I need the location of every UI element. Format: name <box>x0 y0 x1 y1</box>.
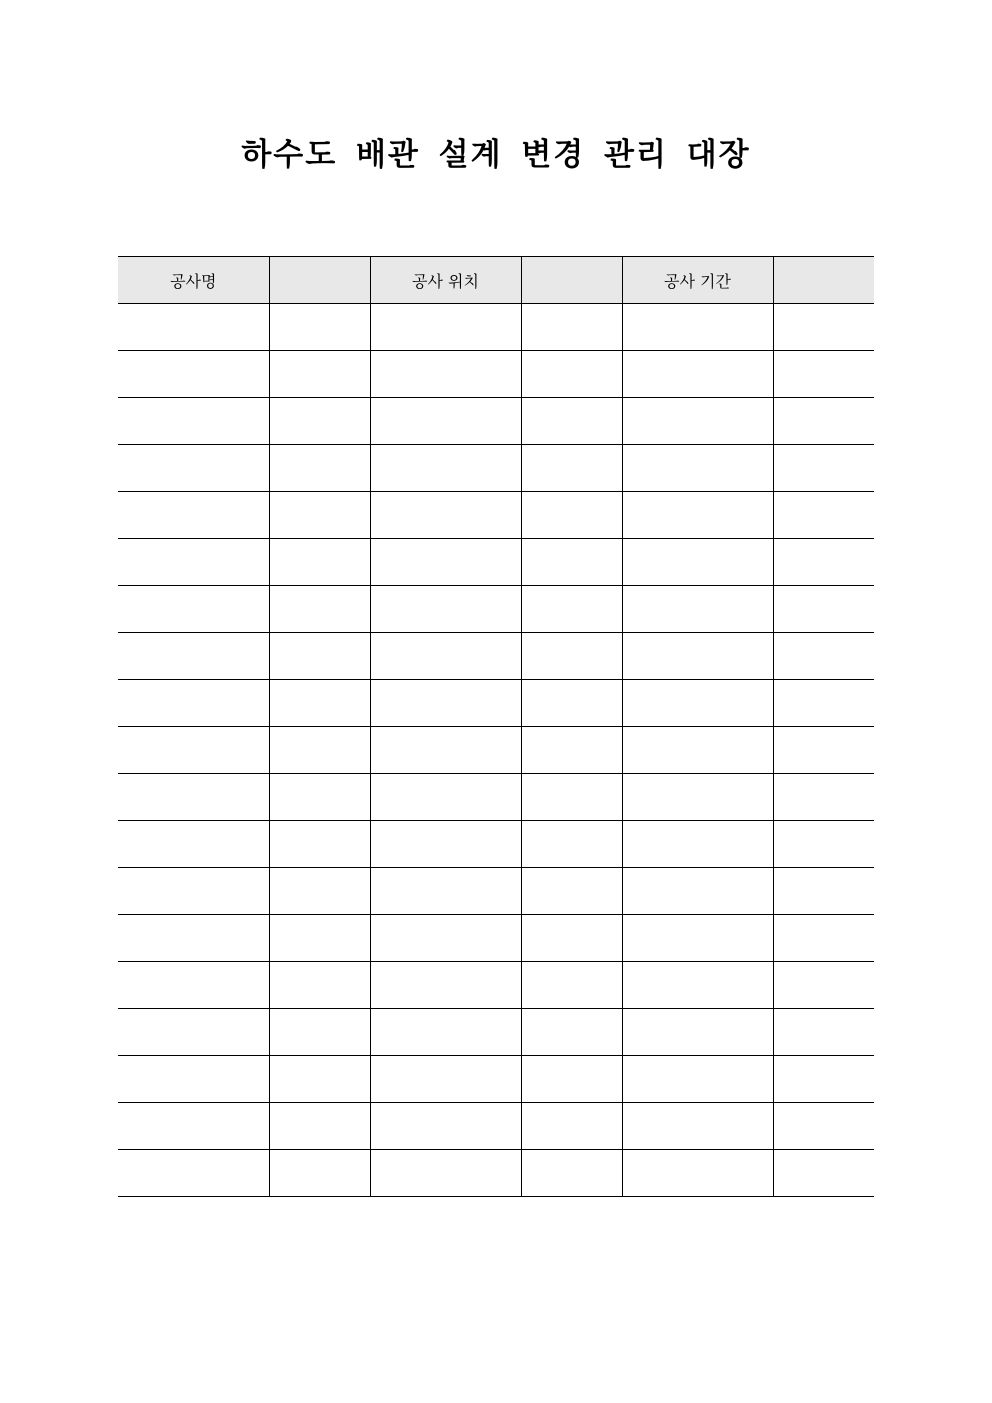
table-cell[interactable] <box>269 633 370 680</box>
table-cell[interactable] <box>521 351 622 398</box>
table-cell[interactable] <box>622 539 773 586</box>
table-cell[interactable] <box>773 680 874 727</box>
table-cell[interactable] <box>370 398 521 445</box>
table-row <box>118 1103 874 1150</box>
table-cell[interactable] <box>521 680 622 727</box>
table-cell[interactable] <box>521 633 622 680</box>
table-cell[interactable] <box>118 1150 269 1197</box>
table-cell[interactable] <box>521 1056 622 1103</box>
table-cell[interactable] <box>118 539 269 586</box>
table-cell[interactable] <box>269 1103 370 1150</box>
table-cell[interactable] <box>269 351 370 398</box>
table-row <box>118 1009 874 1056</box>
table-cell[interactable] <box>118 304 269 351</box>
table-cell[interactable] <box>622 304 773 351</box>
table-cell[interactable] <box>370 774 521 821</box>
table-cell[interactable] <box>118 821 269 868</box>
table-cell[interactable] <box>622 633 773 680</box>
table-cell[interactable] <box>370 351 521 398</box>
table-cell[interactable] <box>370 445 521 492</box>
table-cell[interactable] <box>773 492 874 539</box>
table-row <box>118 398 874 445</box>
table-cell[interactable] <box>370 633 521 680</box>
table-cell[interactable] <box>370 304 521 351</box>
table-row <box>118 351 874 398</box>
table-row <box>118 962 874 1009</box>
table-cell[interactable] <box>370 1103 521 1150</box>
table-cell[interactable] <box>773 445 874 492</box>
table-cell[interactable] <box>622 1009 773 1056</box>
table-cell[interactable] <box>622 774 773 821</box>
table-cell[interactable] <box>622 821 773 868</box>
table-cell[interactable] <box>118 962 269 1009</box>
table-row <box>118 586 874 633</box>
table-cell[interactable] <box>370 915 521 962</box>
table-cell[interactable] <box>773 868 874 915</box>
table-cell[interactable] <box>269 304 370 351</box>
table-cell[interactable] <box>622 351 773 398</box>
change-ledger-table <box>118 256 874 1197</box>
table-cell[interactable] <box>773 1009 874 1056</box>
table-cell[interactable] <box>773 304 874 351</box>
table-cell[interactable] <box>622 445 773 492</box>
table-row <box>118 304 874 351</box>
table-cell[interactable] <box>622 680 773 727</box>
table-cell[interactable] <box>521 1150 622 1197</box>
table-cell[interactable] <box>370 539 521 586</box>
table-cell[interactable] <box>521 727 622 774</box>
table-cell[interactable] <box>118 1103 269 1150</box>
table-cell[interactable] <box>773 774 874 821</box>
ledger-body <box>118 304 874 1197</box>
table-cell[interactable] <box>118 492 269 539</box>
table-cell[interactable] <box>622 868 773 915</box>
table-cell[interactable] <box>269 445 370 492</box>
table-cell[interactable] <box>622 398 773 445</box>
table-cell[interactable] <box>269 1150 370 1197</box>
table-cell[interactable] <box>773 633 874 680</box>
table-cell[interactable] <box>118 351 269 398</box>
table-cell[interactable] <box>370 1056 521 1103</box>
table-cell[interactable] <box>773 1056 874 1103</box>
table-cell[interactable] <box>622 962 773 1009</box>
table-cell[interactable] <box>269 868 370 915</box>
table-cell[interactable] <box>370 821 521 868</box>
table-row <box>118 445 874 492</box>
table-cell[interactable] <box>773 1150 874 1197</box>
table-cell[interactable] <box>370 868 521 915</box>
table-cell[interactable] <box>269 539 370 586</box>
table-cell[interactable] <box>370 586 521 633</box>
table-cell[interactable] <box>269 680 370 727</box>
table-cell[interactable] <box>773 915 874 962</box>
table-cell[interactable] <box>521 398 622 445</box>
table-cell[interactable] <box>118 868 269 915</box>
table-cell[interactable] <box>773 962 874 1009</box>
location-label: 공사 위치 <box>370 257 521 304</box>
table-cell[interactable] <box>622 915 773 962</box>
table-cell[interactable] <box>118 680 269 727</box>
table-cell[interactable] <box>521 445 622 492</box>
table-cell[interactable] <box>521 962 622 1009</box>
table-row <box>118 633 874 680</box>
table-cell[interactable] <box>118 398 269 445</box>
table-cell[interactable] <box>118 727 269 774</box>
table-cell[interactable] <box>269 774 370 821</box>
location-value-cell[interactable] <box>521 257 622 304</box>
table-cell[interactable] <box>269 586 370 633</box>
table-row <box>118 680 874 727</box>
table-cell[interactable] <box>622 727 773 774</box>
table-cell[interactable] <box>370 680 521 727</box>
table-cell[interactable] <box>622 1103 773 1150</box>
table-cell[interactable] <box>118 1056 269 1103</box>
table-cell[interactable] <box>622 492 773 539</box>
table-cell[interactable] <box>370 1009 521 1056</box>
table-row <box>118 915 874 962</box>
table-cell[interactable] <box>521 539 622 586</box>
table-row <box>118 492 874 539</box>
table-cell[interactable] <box>521 1103 622 1150</box>
table-cell[interactable] <box>370 727 521 774</box>
table-cell[interactable] <box>269 1009 370 1056</box>
table-cell[interactable] <box>118 633 269 680</box>
period-value-cell[interactable] <box>773 257 874 304</box>
table-cell[interactable] <box>269 915 370 962</box>
table-cell[interactable] <box>773 821 874 868</box>
header-row <box>118 257 874 304</box>
table-cell[interactable] <box>773 398 874 445</box>
table-cell[interactable] <box>521 821 622 868</box>
table-cell[interactable] <box>370 1150 521 1197</box>
table-cell[interactable] <box>622 586 773 633</box>
table-cell[interactable] <box>773 1103 874 1150</box>
table-cell[interactable] <box>269 1056 370 1103</box>
table-cell[interactable] <box>773 727 874 774</box>
table-cell[interactable] <box>622 1150 773 1197</box>
table-row <box>118 774 874 821</box>
table-cell[interactable] <box>521 304 622 351</box>
project-name-label: 공사명 <box>118 257 269 304</box>
table-cell[interactable] <box>118 586 269 633</box>
table-cell[interactable] <box>773 351 874 398</box>
table-cell[interactable] <box>118 1009 269 1056</box>
table-cell[interactable] <box>521 868 622 915</box>
document-title: 하수도 배관 설계 변경 관리 대장 <box>241 137 751 173</box>
table-cell[interactable] <box>269 398 370 445</box>
table-row <box>118 539 874 586</box>
table-row <box>118 727 874 774</box>
table-cell[interactable] <box>118 915 269 962</box>
project-name-value-cell[interactable] <box>269 257 370 304</box>
period-label: 공사 기간 <box>622 257 773 304</box>
table-cell[interactable] <box>521 915 622 962</box>
table-cell[interactable] <box>521 492 622 539</box>
table-cell[interactable] <box>622 1056 773 1103</box>
table-cell[interactable] <box>521 1009 622 1056</box>
table-cell[interactable] <box>269 727 370 774</box>
table-cell[interactable] <box>521 586 622 633</box>
table-cell[interactable] <box>269 821 370 868</box>
table-cell[interactable] <box>521 774 622 821</box>
table-cell[interactable] <box>269 492 370 539</box>
table-cell[interactable] <box>773 586 874 633</box>
table-row <box>118 1150 874 1197</box>
table-row <box>118 868 874 915</box>
table-cell[interactable] <box>118 445 269 492</box>
table-cell[interactable] <box>370 962 521 1009</box>
table-cell[interactable] <box>773 539 874 586</box>
table-row <box>118 1056 874 1103</box>
table-row <box>118 821 874 868</box>
table-cell[interactable] <box>269 962 370 1009</box>
table-cell[interactable] <box>370 492 521 539</box>
table-cell[interactable] <box>118 774 269 821</box>
